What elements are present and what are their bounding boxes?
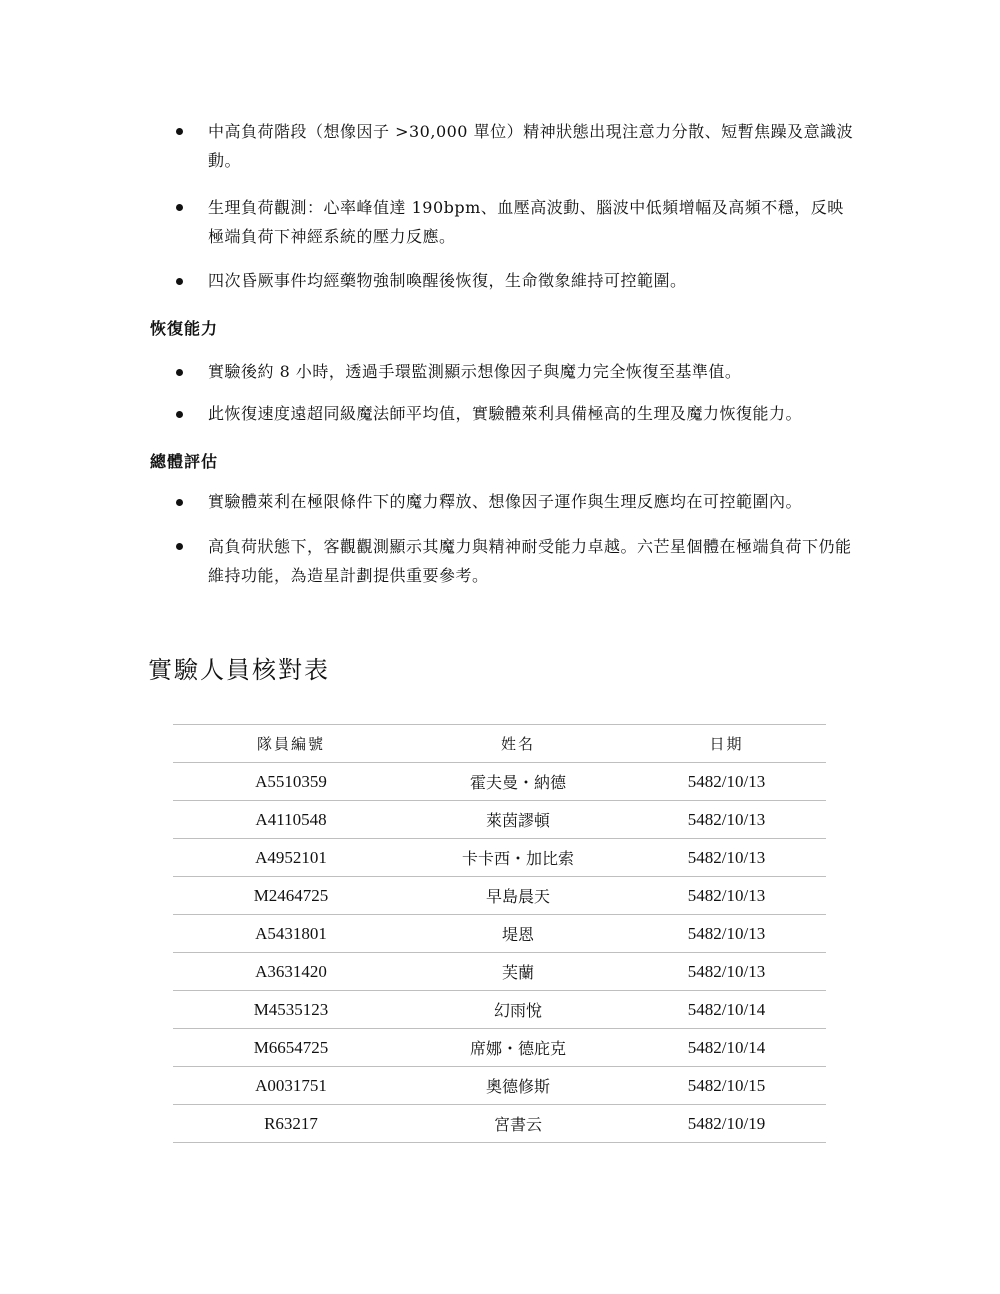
cell-id: R63217: [173, 1105, 409, 1143]
table-row: [173, 1067, 826, 1105]
table-row: [173, 1029, 826, 1067]
column-header-id: 隊員編號: [173, 725, 409, 763]
cell-date: 5482/10/15: [627, 1067, 826, 1105]
cell-date: 5482/10/13: [627, 877, 826, 915]
table-header-row: [173, 725, 826, 763]
cell-name: 萊茵謬頓: [409, 801, 627, 839]
cell-date: 5482/10/13: [627, 839, 826, 877]
cell-id: A5510359: [173, 763, 409, 801]
cell-id: A4110548: [173, 801, 409, 839]
cell-date: 5482/10/13: [627, 801, 826, 839]
bullet-icon: [176, 369, 183, 376]
cell-date: 5482/10/13: [627, 915, 826, 953]
cell-id: A0031751: [173, 1067, 409, 1105]
bullet-text: 中高負荷階段（想像因子 >30,000 單位）精神狀態出現注意力分散、短暫焦躁及意識波動。: [208, 122, 854, 170]
cell-name: 堤恩: [409, 915, 627, 953]
bullet-text: 實驗後約 8 小時，透過手環監測顯示想像因子與魔力完全恢復至基準值。: [208, 362, 742, 381]
bullet-text: 此恢復速度遠超同級魔法師平均值，實驗體萊利具備極高的生理及魔力恢復能力。: [208, 404, 803, 423]
bullet-icon: [176, 278, 183, 285]
cell-date: 5482/10/13: [627, 953, 826, 991]
bullet-text: 高負荷狀態下，客觀觀測顯示其魔力與精神耐受能力卓越。六芒星個體在極端負荷下仍能維持功能，為造星計劃提供重要參考。: [208, 537, 852, 585]
table-row: [173, 839, 826, 877]
bullet-icon: [176, 499, 183, 506]
table-row: [173, 1105, 826, 1143]
section-heading-overall: 總體評估: [150, 452, 219, 471]
table-row: [173, 991, 826, 1029]
cell-name: 早島晨天: [409, 877, 627, 915]
cell-date: 5482/10/13: [627, 763, 826, 801]
roster-table: [173, 724, 826, 1143]
cell-name: 芙蘭: [409, 953, 627, 991]
cell-date: 5482/10/14: [627, 1029, 826, 1067]
bullet-icon: [176, 128, 183, 135]
cell-name: 宮書云: [409, 1105, 627, 1143]
table-row: [173, 915, 826, 953]
column-header-name: 姓名: [409, 725, 627, 763]
cell-name: 霍夫曼・納德: [409, 763, 627, 801]
cell-date: 5482/10/14: [627, 991, 826, 1029]
cell-date: 5482/10/19: [627, 1105, 826, 1143]
cell-id: A3631420: [173, 953, 409, 991]
table-row: [173, 877, 826, 915]
bullet-text: 實驗體萊利在極限條件下的魔力釋放、想像因子運作與生理反應均在可控範圍內。: [208, 492, 803, 511]
table-row: [173, 763, 826, 801]
bullet-icon: [176, 543, 183, 550]
page-title: 實驗人員核對表: [148, 656, 330, 684]
column-header-date: 日期: [627, 725, 826, 763]
table-row: [173, 953, 826, 991]
section-heading-recovery: 恢復能力: [150, 319, 219, 338]
table-row: [173, 801, 826, 839]
cell-id: A4952101: [173, 839, 409, 877]
bullet-icon: [176, 204, 183, 211]
cell-name: 奧德修斯: [409, 1067, 627, 1105]
cell-name: 幻雨悅: [409, 991, 627, 1029]
bullet-icon: [176, 411, 183, 418]
bullet-text: 四次昏厥事件均經藥物強制喚醒後恢復，生命徵象維持可控範圍。: [208, 271, 687, 290]
cell-name: 席娜・德庇克: [409, 1029, 627, 1067]
cell-id: M4535123: [173, 991, 409, 1029]
cell-id: M6654725: [173, 1029, 409, 1067]
cell-name: 卡卡西・加比索: [409, 839, 627, 877]
bullet-text: 生理負荷觀測：心率峰值達 190bpm、血壓高波動、腦波中低頻增幅及高頻不穩，反映極端負荷下神經系統的壓力反應。: [208, 198, 844, 246]
cell-id: A5431801: [173, 915, 409, 953]
cell-id: M2464725: [173, 877, 409, 915]
